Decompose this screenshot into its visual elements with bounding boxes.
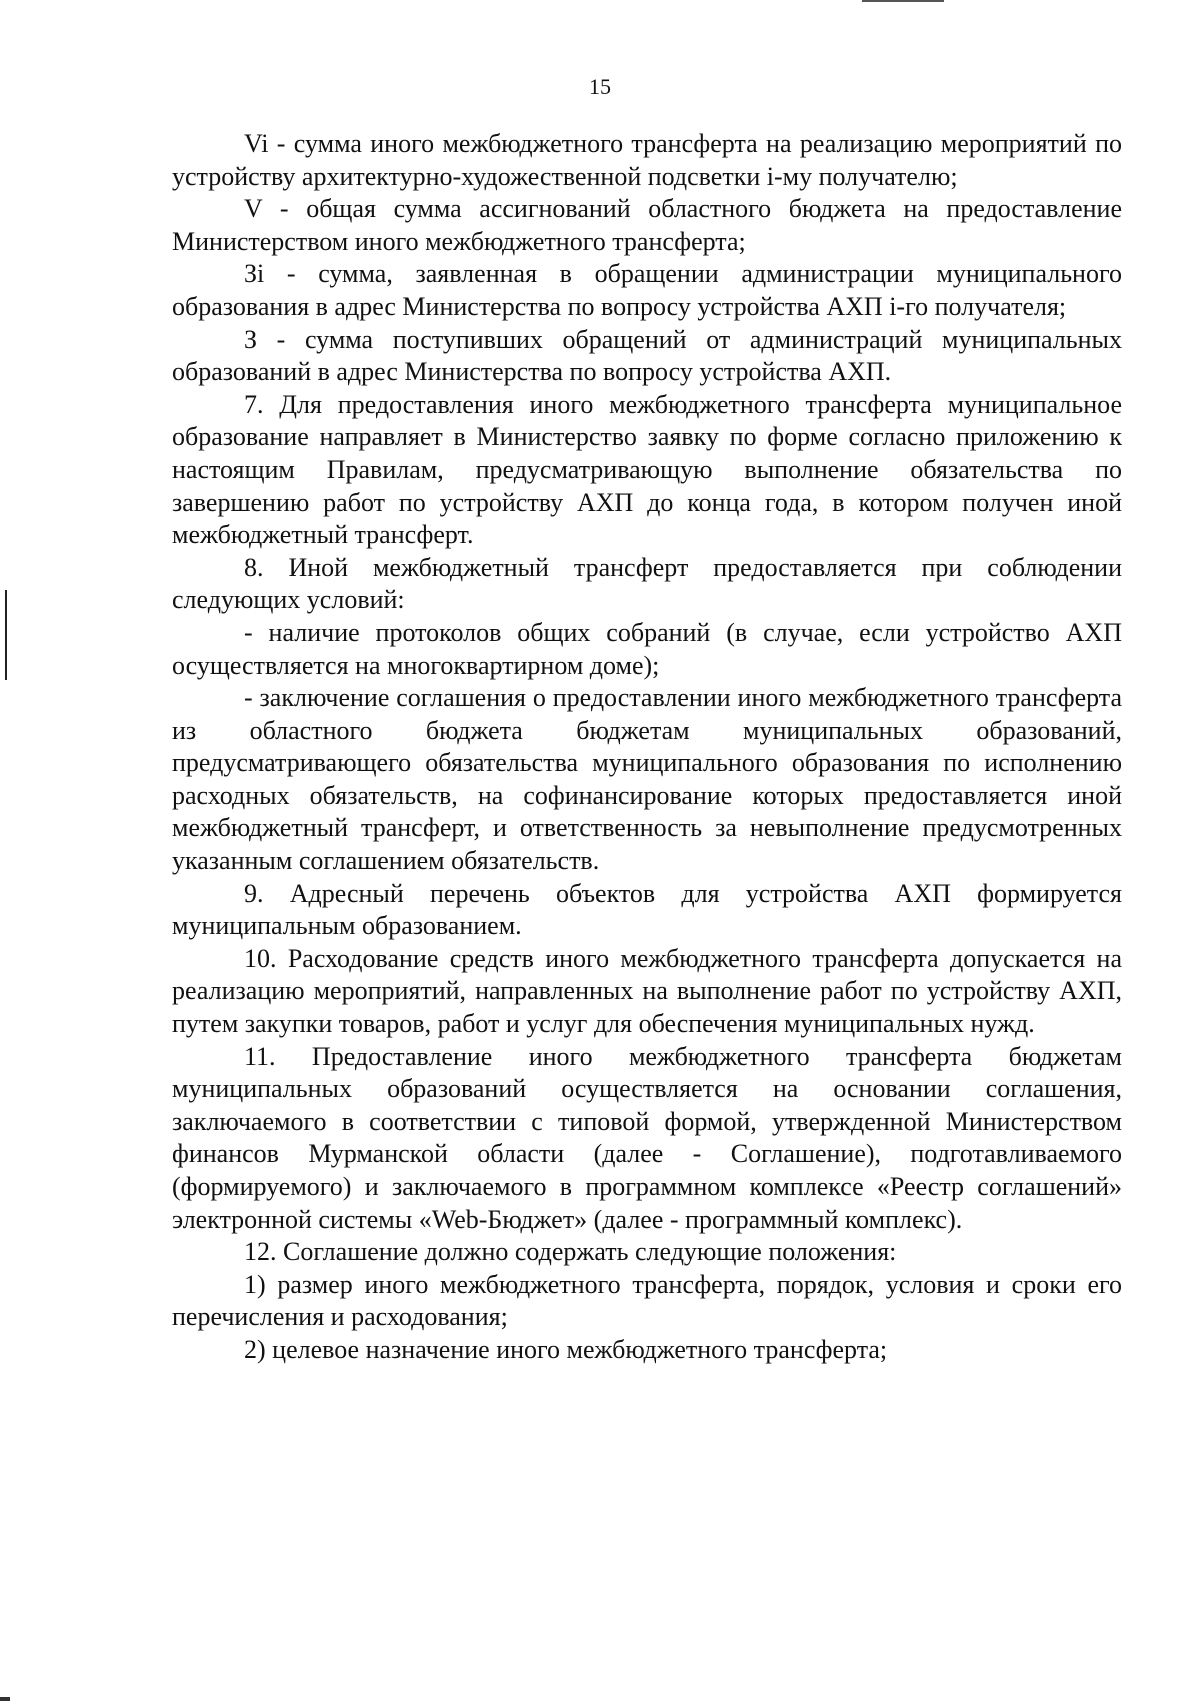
paragraph-12: 12. Соглашение должно содержать следующие положения: [244,1237,897,1267]
paragraph-8-condition-2: - заключение соглашения о предоставлении иного межбюджетного трансферта из областного бюджета бюджетам муниципальных образований, предусматривающего обязательства муниципального образования по исполнению расходных обязательств, на софинансирование которых предоставляется иной межбюджетный трансферт, и ответственность за невыполнение предусмотренных указанным соглашением обязательств. [172,683,1122,876]
scan-artifact-bottom [0,1697,10,1701]
paragraph-8: 8. Иной межбюджетный трансферт предоставляется при соблюдении следующих условий: [172,552,1122,615]
document-body [172,128,1122,1367]
paragraph-12-item-1: 1) размер иного межбюджетного трансферта, порядок, условия и сроки его перечисления и расходования; [172,1269,1122,1332]
paragraph-8-condition-1: - наличие протоколов общих собраний (в случае, если устройство АХП осуществляется на многоквартирном доме); [172,617,1122,680]
scan-artifact-top [862,0,944,2]
paragraph-11: 11. Предоставление иного межбюджетного трансферта бюджетам муниципальных образований осуществляется на основании соглашения, заключаемого в соответствии с типовой формой, утвержденной Министерством финансов Мурманской области (далее - Соглашение), подготавливаемого (формируемого) и заключаемого в программном комплексе «Реестр соглашений» электронной системы «Web-Бюджет» (далее - программный комплекс). [172,1041,1122,1234]
paragraph-zi-definition: Зi - сумма, заявленная в обращении администрации муниципального образования в адрес Министерства по вопросу устройства АХП i-го получателя; [172,259,1122,321]
page-number: 15 [589,74,611,99]
paragraph-9: 9. Адресный перечень объектов для устройства АХП формируется муниципальным образованием. [172,878,1122,941]
paragraph-v-definition: V - общая сумма ассигнований областного бюджета на предоставление Министерством иного межбюджетного трансферта; [172,194,1122,256]
scan-artifact-left [5,590,7,680]
paragraph-12-item-2: 2) целевое назначение иного межбюджетного трансферта; [244,1334,888,1364]
paragraph-7: 7. Для предоставления иного межбюджетного трансферта муниципальное образование направляет в Министерство заявку по форме согласно приложению к настоящим Правилам, предусматривающую выполнение обязательства по завершению работ по устройству АХП до конца года, в котором получен иной межбюджетный трансферт. [172,389,1122,550]
paragraph-z-definition: З - сумма поступивших обращений от администраций муниципальных образований в адрес Министерства по вопросу устройства АХП. [172,324,1122,387]
paragraph-10: 10. Расходование средств иного межбюджетного трансферта допускается на реализацию мероприятий, направленных на выполнение работ по устройству АХП, путем закупки товаров, работ и услуг для обеспечения муниципальных нужд. [172,943,1122,1039]
paragraph-vi-definition: Vi - сумма иного межбюджетного трансферта на реализацию мероприятий по устройству архитектурно-художественной подсветки i-му получателю; [172,129,1122,191]
